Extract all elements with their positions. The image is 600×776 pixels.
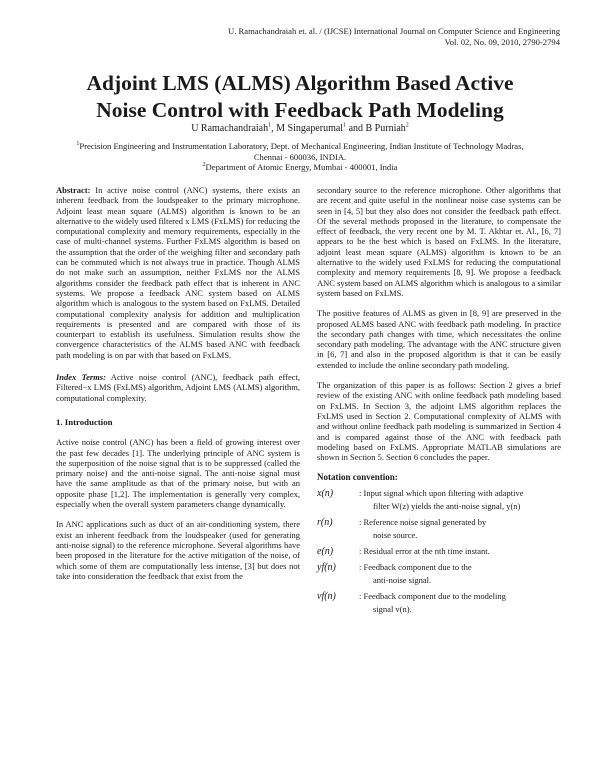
- notation-symbol: r(n): [317, 516, 333, 528]
- notation-line: : Residual error at the nth time instant.: [359, 545, 490, 556]
- intro-paragraph-1: Active noise control (ANC) has been a field of growing interest over the past few decades [1]. The underlying principle of ANC system is the superposition of the noise signal that is to be suppressed (called the primary noise) and the anti-noise signal. The anti-noise signal must have the same amplitude as that of the primary noise, but with an opposite phase [1,2]. The implementation is generally very complex, especially when the overall system parameters change dynamically.: [56, 437, 300, 510]
- notation-heading: Notation convention:: [317, 472, 398, 483]
- abstract: [56, 185, 300, 360]
- index-terms-text: Active noise control (ANC), feedback path effect, Filtered−x LMS (FxLMS) algorithm, Adjoint LMS (ALMS) algorithm, computational complexity.: [56, 372, 300, 403]
- notation-description: [359, 561, 561, 587]
- index-terms-label: Index Terms:: [56, 372, 106, 383]
- author-2: M Singaperumal: [276, 123, 344, 134]
- title-line1: Adjoint LMS (ALMS) Algorithm Based Active: [86, 71, 514, 95]
- index-terms: [56, 372, 300, 403]
- notation-line: : Feedback component due to the: [359, 561, 472, 572]
- running-head-line2: Vol. 02, No. 09, 2010, 2790-2794: [444, 37, 560, 47]
- right-paragraph-1: secondary source to the reference microphone. Other algorithms that are recent and quite useful in the nonlinear noise case systems can be seen in [4, 5] but they also does not consider the feedback path effect. Of the several methods proposed in the literature, to compensate the effect of feedback, the very recent one by M. T. Akhtar et. Al., [6, 7] appears to be the best which is based on FxLMS. In the literature, adjoint least mean square (ALMS) algorithm is known to be an alternative to the widely used FxLMS for reducing the computational complexity and memory requirements [8, 9]. We propose a feedback ANC system based on ALMS algorithm which is analogous to a similar system based on FxLMS.: [317, 185, 561, 298]
- affiliation-2-mark: 2: [202, 162, 206, 169]
- author-1: U Ramachandraiah: [191, 123, 269, 134]
- author-2-affil: 1: [343, 122, 347, 129]
- notation-continuation: filter W(z) yields the anti-noise signal, y(n): [373, 500, 521, 511]
- author-3: B Purniah: [365, 123, 406, 134]
- author-3-affil: 2: [405, 122, 409, 129]
- notation-continuation: anti-noise signal.: [373, 574, 432, 585]
- notation-item: [317, 561, 561, 587]
- notation-description: [359, 487, 561, 513]
- notation-description: [359, 590, 561, 616]
- affiliation-1-mark: 1: [76, 141, 80, 148]
- notation-line: : Reference noise signal generated by: [359, 516, 487, 527]
- notation-continuation: signal v(n).: [373, 603, 412, 614]
- author-sep-2: and: [346, 123, 366, 134]
- author-1-affil: 1: [268, 122, 272, 129]
- affiliations: [70, 141, 530, 173]
- author-sep-1: ,: [271, 123, 277, 134]
- notation-description: [359, 545, 561, 558]
- notation-symbol: vf(n): [317, 590, 336, 602]
- left-column: [56, 185, 300, 581]
- affiliation-2: [70, 162, 530, 173]
- notation-item: [317, 516, 561, 542]
- right-paragraph-3: The organization of this paper is as follows: Section 2 gives a brief review of the existing ANC with online feedback path modeling based on FxLMS. In Section 3, the adjoint LMS algorithm replaces the FxLMS used in Section 2. Computational complexity of ALMS with and without online feedback path modeling is summarized in Section 4 and is compared against those of the ANC with feedback path modeling based on FxLMS. Appropriate MATLAB simulations are shown in Section 5. Section 6 concludes the paper.: [317, 380, 561, 463]
- intro-paragraph-2: In ANC applications such as duct of an air-conditioning system, there exist an inherent feedback from the loudspeaker (used for generating anti-noise signal) to the reference microphone. Several algorithms have been proposed in the literature for the active mitigation of the noise, of which some of them are computationally less intense, [3] but does not take into consideration the feedback that exist from the: [56, 519, 300, 581]
- author-list: [40, 123, 560, 135]
- notation-list: [317, 487, 561, 616]
- paper-title: [40, 70, 560, 124]
- notation-item: [317, 590, 561, 616]
- notation-line: : Feedback component due to the modeling: [359, 590, 506, 601]
- right-column: [317, 185, 561, 616]
- abstract-label: Abstract:: [56, 185, 91, 195]
- title-line2: Noise Control with Feedback Path Modeling: [96, 98, 504, 122]
- affiliation-2-text: Department of Atomic Energy, Mumbai - 400001, India: [205, 162, 398, 172]
- abstract-text: In active noise control (ANC) systems, there exists an inherent feedback from the loudspeaker to the primary microphone. Adjoint least mean square (ALMS) algorithm is known to be an alternative to the widely used filtered x LMS (FxLMS) for reducing the computational complexity and memory requirements, especially in the case of multi-channel systems. Further FxLMS algorithm is based on the assumption that the order of the weighing filter and secondary path can be commuted which is not always true in practice. Though ALMS do not make such an assumption, neither FxLMS nor the ALMS algorithms consider the feedback path effect that is inherent in ANC systems. We propose a feedback ANC system based on ALMS algorithm which is analogous to the system based on FxLMS. Detailed computational complexity analysis for addition and multiplication requirements is presented and are compared with those of its counterpart to establish its usefulness. Simulation results show the convergence characteristics of the ALMS based ANC with feedback path modeling is on par with that based on FxLMS.: [56, 185, 300, 360]
- affiliation-1: [70, 141, 530, 162]
- notation-continuation: noise source.: [373, 529, 418, 540]
- section-heading-introduction: 1. Introduction: [56, 416, 113, 427]
- notation-line: : Input signal which upon filtering with adaptive: [359, 487, 524, 498]
- notation-item: [317, 545, 561, 558]
- running-head: [140, 26, 560, 48]
- notation-symbol: e(n): [317, 545, 334, 557]
- notation-symbol: x(n): [317, 487, 334, 499]
- notation-item: [317, 487, 561, 513]
- notation-symbol: yf(n): [317, 561, 336, 573]
- affiliation-1-text: Precision Engineering and Instrumentation Laboratory, Dept. of Mechanical Engineering, Indian Institute of Technology Madras, Chennai - 600036, INDIA.: [79, 141, 524, 162]
- notation-description: [359, 516, 561, 542]
- running-head-line1: U. Ramachandraiah et. al. / (IJCSE) International Journal on Computer Science and Engineering: [228, 26, 560, 36]
- right-paragraph-2: The positive features of ALMS as given in [8, 9] are preserved in the proposed ALMS based ANC with feedback path modeling. In practice the secondary path changes with time, which necessitates the online secondary path modeling. The advantage with the ANC structure given in [6, 7] and also in the proposed algorithm is that it can be easily extended to include the online secondary path modeling.: [317, 308, 561, 370]
